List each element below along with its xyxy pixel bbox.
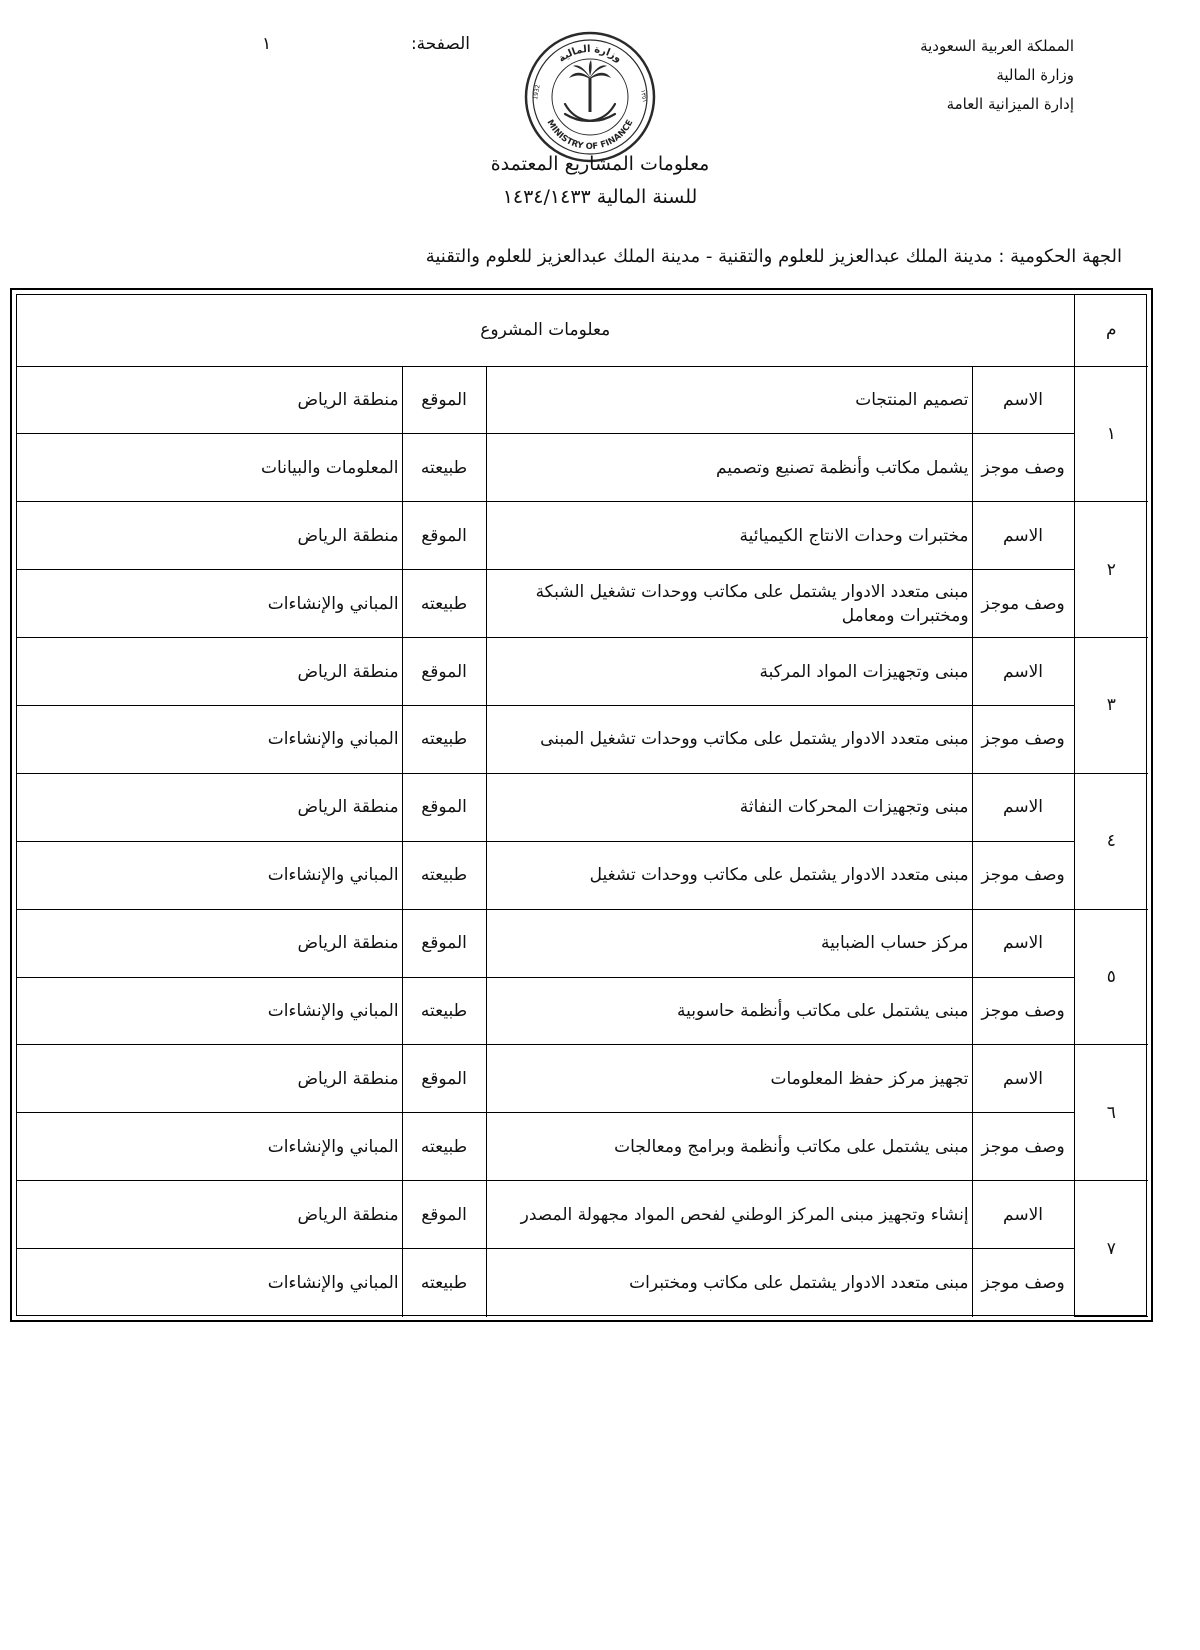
ministry-of-finance-seal (523, 30, 657, 164)
name-label: الاسم (972, 638, 1074, 706)
table-row (17, 705, 1148, 773)
project-nature: المباني والإنشاءات (17, 1113, 402, 1181)
location-label: الموقع (402, 773, 486, 841)
ministry-line-kingdom: المملكة العربية السعودية (920, 37, 1074, 55)
project-number: ٣ (1074, 638, 1148, 774)
project-nature: المعلومات والبيانات (17, 434, 402, 502)
location-label: الموقع (402, 1045, 486, 1113)
nature-label: طبيعته (402, 705, 486, 773)
project-number: ٤ (1074, 773, 1148, 909)
description-label: وصف موجز (972, 705, 1074, 773)
header-project-info-cell: معلومات المشروع (17, 295, 1074, 366)
project-nature: المباني والإنشاءات (17, 705, 402, 773)
project-number: ٥ (1074, 909, 1148, 1045)
project-name: مختبرات وحدات الانتاج الكيميائية (486, 502, 972, 570)
ministry-line-ministry: وزارة المالية (996, 66, 1074, 84)
project-location: منطقة الرياض (17, 773, 402, 841)
svg-text:وزارة المالية (557, 44, 624, 65)
project-name: مبنى وتجهيزات المواد المركبة (486, 638, 972, 706)
project-location: منطقة الرياض (17, 638, 402, 706)
location-label: الموقع (402, 1181, 486, 1249)
seal-year-left: 1932 (532, 84, 542, 101)
name-label: الاسم (972, 1045, 1074, 1113)
table-row (17, 1113, 1148, 1181)
table-row (17, 1045, 1148, 1113)
ministry-header (920, 32, 1074, 119)
name-label: الاسم (972, 1181, 1074, 1249)
project-number: ٢ (1074, 502, 1148, 638)
project-name: مبنى وتجهيزات المحركات النفاثة (486, 773, 972, 841)
header-index-cell: م (1074, 295, 1148, 366)
project-location: منطقة الرياض (17, 1181, 402, 1249)
table-header-row (17, 295, 1148, 366)
table-row (17, 909, 1148, 977)
document-title: معلومات المشاريع المعتمدة (490, 153, 710, 175)
table-row (17, 773, 1148, 841)
project-description: مبنى يشتمل على مكاتب وأنظمة حاسوبية (486, 977, 972, 1045)
table-row (17, 1249, 1148, 1317)
description-label: وصف موجز (972, 841, 1074, 909)
project-description: يشمل مكاتب وأنظمة تصنيع وتصميم (486, 434, 972, 502)
project-location: منطقة الرياض (17, 909, 402, 977)
page-label: الصفحة: (410, 34, 470, 54)
project-description: مبنى يشتمل على مكاتب وأنظمة وبرامج ومعالجات (486, 1113, 972, 1181)
project-number: ٧ (1074, 1181, 1148, 1317)
project-location: منطقة الرياض (17, 366, 402, 434)
projects-table-frame (10, 288, 1153, 1322)
project-nature: المباني والإنشاءات (17, 841, 402, 909)
location-label: الموقع (402, 909, 486, 977)
project-description: مبنى متعدد الادوار يشتمل على مكاتب ومختبرات (486, 1249, 972, 1317)
project-description: مبنى متعدد الادوار يشتمل على مكاتب ووحدات تشغيل المبنى (486, 705, 972, 773)
nature-label: طبيعته (402, 841, 486, 909)
location-label: الموقع (402, 502, 486, 570)
table-row (17, 570, 1148, 638)
name-label: الاسم (972, 366, 1074, 434)
page-number: ١ (262, 34, 272, 54)
nature-label: طبيعته (402, 1249, 486, 1317)
seal-year-right: ١٣٥١ (639, 89, 649, 104)
location-label: الموقع (402, 366, 486, 434)
description-label: وصف موجز (972, 977, 1074, 1045)
project-name: إنشاء وتجهيز مبنى المركز الوطني لفحص المواد مجهولة المصدر (486, 1181, 972, 1249)
nature-label: طبيعته (402, 434, 486, 502)
project-number: ٦ (1074, 1045, 1148, 1181)
table-row (17, 977, 1148, 1045)
name-label: الاسم (972, 502, 1074, 570)
ministry-line-department: إدارة الميزانية العامة (946, 95, 1074, 113)
projects-table-inner-frame (16, 294, 1147, 1316)
description-label: وصف موجز (972, 1249, 1074, 1317)
project-nature: المباني والإنشاءات (17, 570, 402, 638)
table-row (17, 366, 1148, 434)
table-row (17, 841, 1148, 909)
fiscal-year-title: للسنة المالية ١٤٣٤/١٤٣٣ (502, 186, 698, 208)
table-row (17, 638, 1148, 706)
location-label: الموقع (402, 638, 486, 706)
name-label: الاسم (972, 773, 1074, 841)
table-row (17, 502, 1148, 570)
description-label: وصف موجز (972, 434, 1074, 502)
nature-label: طبيعته (402, 570, 486, 638)
seal-arabic-text: وزارة المالية (556, 43, 624, 65)
project-name: مركز حساب الضبابية (486, 909, 972, 977)
nature-label: طبيعته (402, 977, 486, 1045)
name-label: الاسم (972, 909, 1074, 977)
government-agency: الجهة الحكومية : مدينة الملك عبدالعزيز للعلوم والتقنية - مدينة الملك عبدالعزيز للعلوم والتقنية (425, 246, 1122, 267)
palm-tree-icon (569, 60, 611, 112)
project-location: منطقة الرياض (17, 502, 402, 570)
description-label: وصف موجز (972, 570, 1074, 638)
project-name: تجهيز مركز حفظ المعلومات (486, 1045, 972, 1113)
project-name: تصميم المنتجات (486, 366, 972, 434)
project-description: مبنى متعدد الادوار يشتمل على مكاتب ووحدات تشغيل (486, 841, 972, 909)
seal-english-text: MINISTRY OF FINANCE (544, 118, 636, 153)
table-row (17, 1181, 1148, 1249)
table-row (17, 434, 1148, 502)
project-nature: المباني والإنشاءات (17, 1249, 402, 1317)
projects-table (17, 295, 1148, 1317)
description-label: وصف موجز (972, 1113, 1074, 1181)
nature-label: طبيعته (402, 1113, 486, 1181)
project-number: ١ (1074, 366, 1148, 502)
project-description: مبنى متعدد الادوار يشتمل على مكاتب ووحدات تشغيل الشبكة ومختبرات ومعامل (486, 570, 972, 638)
project-nature: المباني والإنشاءات (17, 977, 402, 1045)
project-location: منطقة الرياض (17, 1045, 402, 1113)
